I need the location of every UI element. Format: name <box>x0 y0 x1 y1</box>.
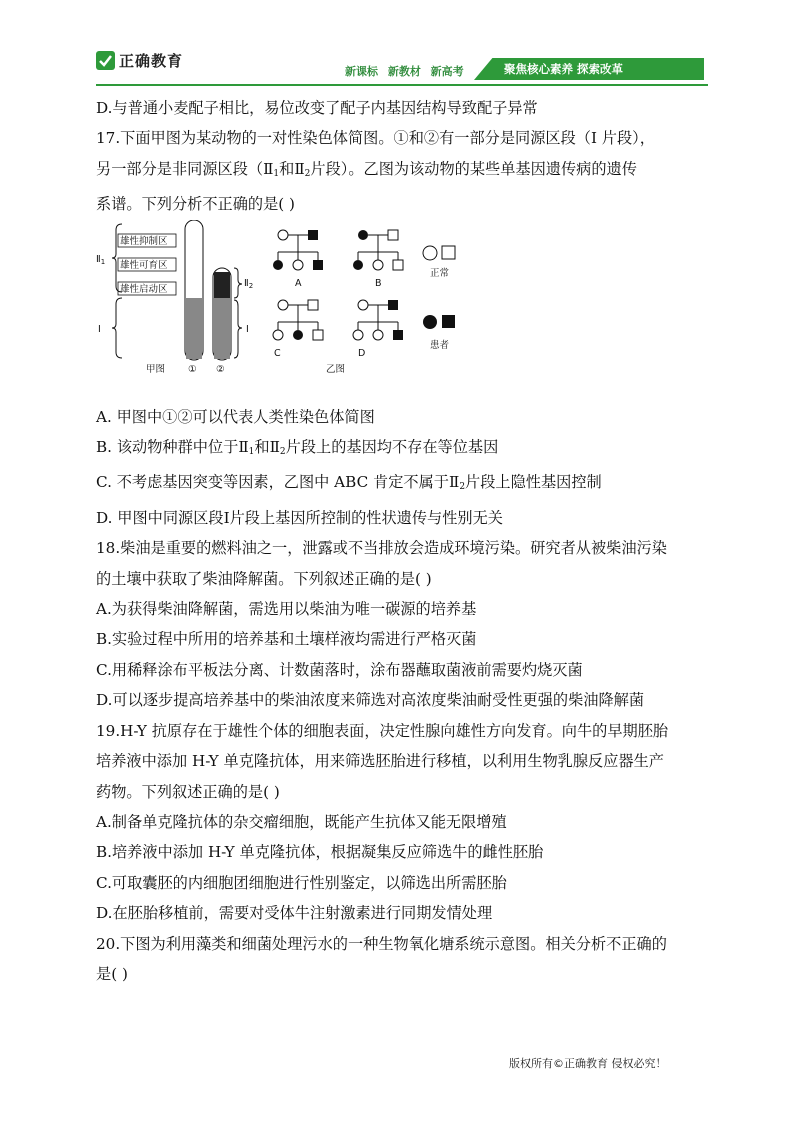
normal-female-icon <box>423 246 437 260</box>
pedigree-c-label: C <box>274 347 281 359</box>
q18-option-d: D.可以逐步提高培养基中的柴油浓度来筛选对高浓度柴油耐受性更强的柴油降解菌 <box>96 691 645 710</box>
label-II1: $Ⅱ_1$ <box>96 253 106 266</box>
q17-stem: 系谱。下列分析不正确的是( ) <box>96 195 295 214</box>
footer-copyright: 版权所有©正确教育 侵权必究！ <box>509 1057 667 1070</box>
q18-stem: 的土壤中获取了柴油降解菌。下列叙述正确的是( ) <box>96 569 432 588</box>
label-II2: $Ⅱ_2$ <box>244 277 254 290</box>
q17-option-a: A. 甲图中①②可以代表人类性染色体简图 <box>96 407 375 426</box>
logo <box>96 50 183 71</box>
normal-male-icon <box>442 246 455 259</box>
q19-option-d: D.在胚胎移植前，需要对受体牛注射激素进行同期发情处理 <box>96 904 493 923</box>
document-body <box>96 93 710 989</box>
region-male-start: 雄性启动区 <box>120 283 168 295</box>
pedigree-a <box>273 230 323 289</box>
q18-option-a: A.为获得柴油降解菌，需选用以柴油为唯一碳源的培养基 <box>96 600 477 619</box>
pedigree-b <box>353 230 403 289</box>
q20-stem: 20.下图为利用藻类和细菌处理污水的一种生物氧化塘系统示意图。相关分析不正确的 <box>96 934 667 953</box>
q19-option-c: C.可取囊胚的内细胞团细胞进行性别鉴定，以筛选出所需胚胎 <box>96 873 507 892</box>
q20-stem: 是( ) <box>96 964 128 983</box>
label-I-left: Ⅰ <box>98 323 101 335</box>
header-banner-text: 聚焦核心素养 探索改革 <box>504 62 624 76</box>
label-I-right: Ⅰ <box>246 323 249 335</box>
legend-patient: 患者 <box>430 339 450 351</box>
page-header <box>96 50 708 84</box>
affected-male-icon <box>442 315 455 328</box>
q18-stem: 18.柴油是重要的燃料油之一，泄露或不当排放会造成环境污染。研究者从被柴油污染 <box>96 539 667 558</box>
chromosome-1-label: ① <box>188 363 197 375</box>
pedigree-c <box>273 300 323 359</box>
q19-option-b: B.培养液中添加 H-Y 单克隆抗体，根据凝集反应筛选牛的雌性胚胎 <box>96 843 544 862</box>
q19-option-a: A.制备单克隆抗体的杂交瘤细胞，既能产生抗体又能无限增殖 <box>96 812 507 831</box>
q18-option-b: B.实验过程中所用的培养基和土壤样液均需进行严格灭菌 <box>96 630 477 649</box>
q18-option-c: C.用稀释涂布平板法分离、计数菌落时，涂布器蘸取菌液前需要灼烧灭菌 <box>96 660 583 679</box>
logo-text: 正确教育 <box>119 52 184 70</box>
affected-female-icon <box>423 315 437 329</box>
q17-option-c: C. 不考虑基因突变等因素，乙图中 ABC 肯定不属于$Ⅱ_2$片段上隐性基因控制 <box>96 473 602 493</box>
region-male-suppress: 雄性抑制区 <box>120 235 168 247</box>
figure-svg <box>96 220 476 400</box>
figure-yi-caption: 乙图 <box>326 363 346 375</box>
pedigree-b-label: B <box>375 277 382 289</box>
pedigree-d-label: D <box>358 347 366 359</box>
figure-jia-caption: 甲图 <box>146 363 166 375</box>
header-tags: 新课标 新教材 新高考 <box>345 65 464 78</box>
q17-stem: 另一部分是非同源区段（$Ⅱ_1$和$Ⅱ_2$片段）。乙图为该动物的某些单基因遗传病的遗传 <box>96 159 637 179</box>
pedigree-a-label: A <box>295 277 302 289</box>
q17-figure <box>96 220 710 402</box>
text-line: D.与普通小麦配子相比，易位改变了配子内基因结构导致配子异常 <box>96 99 538 117</box>
check-logo-icon <box>96 51 115 70</box>
header-rule <box>96 84 708 86</box>
q19-stem: 培养液中添加 H-Y 单克隆抗体，用来筛选胚胎进行移植，以利用生物乳腺反应器生产 <box>96 752 664 771</box>
q17-option-b: B. 该动物种群中位于$Ⅱ_1$和$Ⅱ_2$片段上的基因均不存在等位基因 <box>96 438 499 458</box>
q17-option-d: D. 甲图中同源区段Ⅰ片段上基因所控制的性状遗传与性别无关 <box>96 508 503 527</box>
chromosome-2-label: ② <box>216 363 225 375</box>
pedigree-d <box>353 300 403 359</box>
q19-stem: 药物。下列叙述正确的是( ) <box>96 782 280 801</box>
region-male-fertile: 雄性可育区 <box>120 259 168 271</box>
legend-normal: 正常 <box>430 267 450 279</box>
q17-stem: 17.下面甲图为某动物的一对性染色体简图。①和②有一部分是同源区段（I 片段）， <box>96 129 655 148</box>
q19-stem: 19.H-Y 抗原存在于雄性个体的细胞表面，决定性腺向雄性方向发育。向牛的早期胚胎 <box>96 721 669 740</box>
